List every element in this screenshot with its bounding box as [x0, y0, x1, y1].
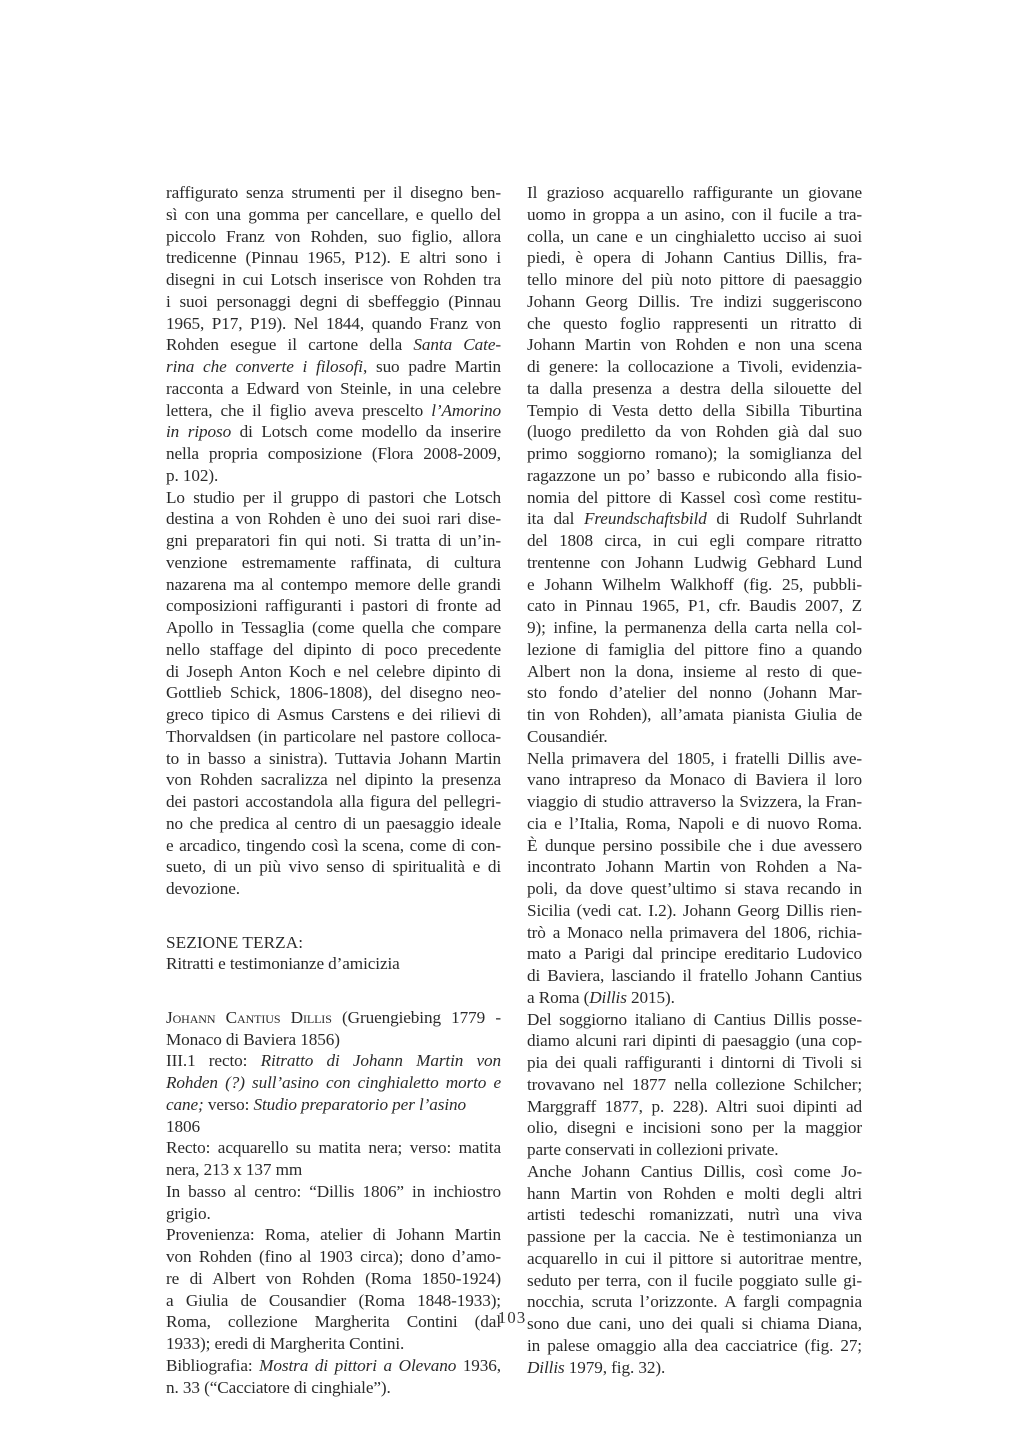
text-line: del 1808 circa, in cui egli compare ritratto — [527, 531, 862, 550]
catalog-bibliography: n. 33 (“Cacciatore di cinghiale”). — [166, 1377, 391, 1397]
text-line: cia e l’Italia, Roma, Napoli e di nuovo Roma. — [527, 813, 862, 833]
text-line: olio, disegni e incisioni sono per la maggior — [527, 1118, 862, 1138]
text-line: (luogo prediletto da von Rohden già dal suo — [527, 422, 862, 442]
text-line: nazarena ma al contempo memore delle grandi — [166, 574, 501, 594]
text-line: in palese omaggio alla dea cacciatrice (fig. 27; — [527, 1335, 862, 1355]
catalog-inscription: In basso al centro: “Dillis 1806” in inchiostro — [166, 1181, 501, 1201]
catalog-title-line — [166, 1094, 501, 1116]
text-line: destina a von Rohden è uno dei suoi rari dise- — [166, 509, 501, 529]
text-run: ita dal — [527, 509, 584, 529]
text-line: Gottlieb Schick, 1806-1808), del disegno neo- — [166, 683, 501, 703]
artwork-title: Freundschaftsbild — [583, 509, 707, 529]
catalog-bibliography — [166, 1355, 501, 1377]
catalog-provenance: 1933); eredi di Margherita Contini. — [166, 1334, 405, 1353]
text-line: dei pastori accostandola alla figura del pellegri- — [166, 792, 501, 811]
text-line: Sicilia (vedi cat. I.2). Johann Georg Dillis rien- — [527, 900, 862, 920]
text-line: di Baviera, lasciando il fratello Johann Cantius — [527, 966, 862, 985]
text-line: cato in Pinnau 1965, P1, cfr. Baudis 2007, Z — [527, 596, 862, 616]
spacer — [166, 900, 501, 922]
text-line: trò a Monaco nella primavera del 1806, richia- — [527, 922, 862, 942]
text-line: Cousandiér. — [527, 726, 608, 746]
artwork-title: in riposo — [166, 422, 232, 442]
paragraph-shepherds-study — [166, 487, 501, 900]
text-line: che questo foglio rappresenti un ritratto di — [527, 313, 862, 333]
page-number: 103 — [497, 1308, 527, 1327]
text-line: Lo studio per il gruppo di pastori che Lotsch — [166, 487, 501, 507]
catalog-provenance: Roma, collezione Margherita Contini (dal — [166, 1312, 501, 1332]
text-line: pia dei quali raffiguranti i dintorni di Tivoli si — [527, 1053, 862, 1072]
artwork-title: rina che converte i filosofi — [166, 357, 363, 376]
text-line: Thorvaldsen (in particolare nel pastore colloca- — [166, 726, 501, 746]
text-line: sono due cani, uno dei quali si chiama Diana, — [527, 1314, 862, 1333]
text-run: lettera, che il figlio aveva prescelto — [166, 400, 432, 420]
text-line: tin von Rohden), all’amata pianista Giulia de — [527, 705, 862, 724]
artwork-title: Santa Cate- — [413, 335, 501, 355]
text-line: raffigurato senza strumenti per il disegno ben- — [166, 183, 501, 202]
catalog-title-line — [166, 1072, 501, 1094]
artist-dates-line: Monaco di Baviera 1856) — [166, 1029, 340, 1049]
text-line: piedi, è opera di Johann Cantius Dillis, fra- — [527, 248, 862, 268]
text-line: Anche Johann Cantius Dillis, così come Jo- — [527, 1161, 862, 1181]
text-line — [166, 421, 501, 443]
catalog-title-line — [166, 1050, 501, 1072]
text-line: viaggio di studio attraverso la Svizzera, la Fran- — [527, 792, 862, 811]
paragraph-lotsch-rohden — [166, 182, 501, 487]
text-line: lezione di famiglia del pittore fino a quando — [527, 639, 862, 659]
right-column — [527, 182, 862, 1378]
text-line: ta dalla presenza a destra della silouette del — [527, 378, 862, 398]
catalog-provenance: Provenienza: Roma, atelier di Johann Martin — [166, 1225, 501, 1245]
section-title: SEZIONE TERZA: — [166, 932, 304, 952]
text-run: Bibliografia: — [166, 1355, 260, 1375]
paragraph-hunting-passion — [527, 1161, 862, 1379]
text-run: di Rudolf Suhrlandt — [706, 509, 862, 529]
text-line — [166, 400, 501, 422]
catalog-entry — [166, 1007, 501, 1399]
text-line — [166, 334, 501, 356]
text-line: 1965, P17, P19). Nel 1844, quando Franz von — [166, 313, 501, 333]
text-line: gni preparatori fin qui noti. Si tratta di un’in- — [166, 531, 501, 550]
spacer — [166, 997, 501, 1007]
catalog-number: III.1 recto: — [166, 1051, 261, 1071]
text-line: trentenne con Johann Ludwig Gebhard Lund — [527, 552, 862, 572]
text-line: Apollo in Tessaglia (come quella che compare — [166, 618, 501, 637]
catalog-provenance: re di Albert von Rohden (Roma 1850-1924) — [166, 1268, 501, 1288]
text-line: nomia del pittore di Kassel così come restitu- — [527, 487, 862, 507]
text-run: di Lotsch come modello da inserire — [231, 422, 501, 442]
text-run: , suo padre Martin — [362, 357, 501, 376]
text-line: colla, un cane e un cinghialetto ucciso ai suoi — [527, 226, 862, 246]
text-line: artisti tedeschi romanizzati, nutrì una viva — [527, 1205, 862, 1225]
artwork-title: Ritratto di Johann Martin von — [260, 1051, 501, 1071]
text-line: Tempio di Vesta detto della Sibilla Tiburtina — [527, 400, 862, 420]
catalog-technique: Recto: acquarello su matita nera; verso: matita — [166, 1138, 501, 1158]
spacer — [166, 922, 501, 932]
text-line: mato a Parigi dal principe ereditario Ludovico — [527, 944, 862, 964]
text-run: a Roma ( — [527, 987, 590, 1007]
text-line: e Johann Wilhelm Walkhoff (fig. 25, pubbli- — [527, 574, 862, 594]
text-line: sto fondo d’atelier del nonno (Johann Mar- — [527, 683, 862, 703]
text-line: no che predica al centro di un paesaggio ideale — [166, 813, 501, 833]
text-line — [527, 987, 862, 1009]
text-line: seduto per terra, con il fucile poggiato sulle gi- — [527, 1270, 862, 1290]
text-line: to in basso a sinistra). Tuttavia Johann Martin — [166, 748, 501, 768]
spacer — [166, 975, 501, 997]
text-line: greco tipico di Asmus Carstens e dei rilievi di — [166, 705, 501, 724]
text-line: passione per la caccia. Ne è testimonianza un — [527, 1227, 862, 1246]
section-subtitle: Ritratti e testimonianze d’amicizia — [166, 954, 400, 974]
text-line — [527, 508, 862, 530]
artwork-title-verso: Studio preparatorio per l’asino — [253, 1094, 467, 1114]
catalog-inscription: grigio. — [166, 1203, 211, 1223]
text-run: 2015). — [626, 987, 675, 1007]
paragraph-italian-sojourn — [527, 1009, 862, 1161]
text-line: nella propria composizione (Flora 2008-2009, — [166, 444, 501, 463]
artist-name: Johann Cantius Dillis — [166, 1007, 332, 1027]
text-line: disegni in cui Lotsch inserisce von Rohden tra — [166, 270, 501, 289]
text-line: hann Martin von Rohden e molti degli altri — [527, 1183, 862, 1203]
text-line: di genere: la collocazione a Tivoli, evidenzia- — [527, 357, 862, 376]
text-line: Albert non la dona, insieme al resto di que- — [527, 661, 862, 681]
text-line: Nella primavera del 1805, i fratelli Dillis ave- — [527, 748, 862, 768]
text-line: primo soggiorno romano); la somiglianza del — [527, 444, 862, 463]
text-line: È dunque persino possibile che i due avessero — [527, 835, 862, 855]
text-line: p. 102). — [166, 465, 219, 485]
bibliography-title: Mostra di pittori a Olevano — [259, 1355, 457, 1375]
text-line — [166, 356, 501, 378]
text-line: uomo in groppa a un asino, con il fucile a tra- — [527, 204, 862, 224]
text-line: Del soggiorno italiano di Cantius Dillis posse- — [527, 1009, 862, 1029]
text-line: Johann Georg Dillis. Tre indizi suggeriscono — [527, 291, 862, 311]
artwork-title: Rohden (?) sull’asino con cinghialetto morto e — [166, 1073, 501, 1092]
text-line: sueto, di un più vivo senso di spiritualità e di — [166, 857, 501, 877]
text-line: Marggraff 1877, p. 228). Altri suoi dipinti ad — [527, 1096, 862, 1116]
catalog-provenance: von Rohden (fino al 1903 circa); dono d’amo- — [166, 1247, 501, 1266]
text-line: vano intrapreso da Monaco di Baviera il loro — [527, 770, 862, 790]
paragraph-dillis-journey — [527, 748, 862, 1009]
text-line — [527, 1357, 862, 1379]
text-line: piccolo Franz von Rohden, suo figlio, allora — [166, 226, 501, 246]
artist-line — [166, 1007, 501, 1029]
text-line: ragazzone un po’ basso e rubicondo alla fisio- — [527, 465, 862, 485]
text-line: composizioni raffiguranti i pastori di fronte ad — [166, 596, 501, 616]
text-run: Rohden esegue il cartone della — [166, 335, 414, 355]
text-run: 1979, fig. 32). — [564, 1357, 666, 1377]
text-line: sì con una gomma per cancellare, e quello del — [166, 204, 501, 224]
text-line: acquarello in cui il pittore si autoritrae mentre, — [527, 1248, 862, 1268]
text-line: Il grazioso acquarello raffigurante un giovane — [527, 183, 862, 202]
text-run: 1936, — [456, 1355, 501, 1375]
text-line: diamo alcuni rari dipinti di paesaggio (una cop- — [527, 1031, 862, 1051]
text-line: trovavano nel 1877 nella collezione Schilcher; — [527, 1074, 862, 1094]
paragraph-watercolor-description — [527, 182, 862, 748]
text-line: tello minore del più noto pittore di paesaggio — [527, 270, 862, 289]
text-line: parte conservati in collezioni private. — [527, 1140, 779, 1159]
catalog-technique: nera, 213 x 137 mm — [166, 1160, 303, 1179]
text-line: e arcadico, tingendo così la scena, come di con- — [166, 835, 501, 855]
text-line: 9); infine, la permanenza della carta nella col- — [527, 618, 862, 637]
bibliography-title: Dillis — [589, 987, 627, 1007]
left-column — [166, 182, 501, 1398]
text-line: venzione estremamente raffinata, di cultura — [166, 552, 501, 572]
bibliography-title: Dillis — [527, 1357, 565, 1377]
text-line: incontrato Johann Martin von Rohden a Na- — [527, 857, 862, 877]
text-line: poli, da dove quest’ultimo si stava recando in — [527, 879, 862, 898]
text-run: verso: — [203, 1094, 254, 1114]
text-line: tredicenne (Pinnau 1965, P12). E altri sono i — [166, 248, 501, 268]
section-heading — [166, 932, 501, 976]
artist-dates: (Gruengiebing 1779 - — [331, 1007, 501, 1027]
artwork-title: l’Amorino — [431, 400, 501, 420]
text-line: Johann Martin von Rohden e non una scena — [527, 335, 862, 355]
text-line: racconta a Edward von Steinle, in una celebre — [166, 378, 501, 398]
catalog-year: 1806 — [166, 1116, 200, 1136]
artwork-title: cane; — [166, 1094, 204, 1114]
text-line: nocchia, scruta l’orizzonte. A fargli compagnia — [527, 1292, 862, 1312]
text-line: i suoi personaggi degni di sbeffeggio (Pinnau — [166, 291, 501, 311]
text-line: devozione. — [166, 879, 240, 898]
text-line: von Rohden sacralizza nel dipinto la presenza — [166, 770, 501, 790]
text-line: di Joseph Anton Koch e nel celebre dipinto di — [166, 661, 501, 681]
text-line: nello staffage del dipinto di poco precedente — [166, 639, 501, 659]
catalog-provenance: a Giulia de Cousandier (Roma 1848-1933); — [166, 1290, 501, 1310]
